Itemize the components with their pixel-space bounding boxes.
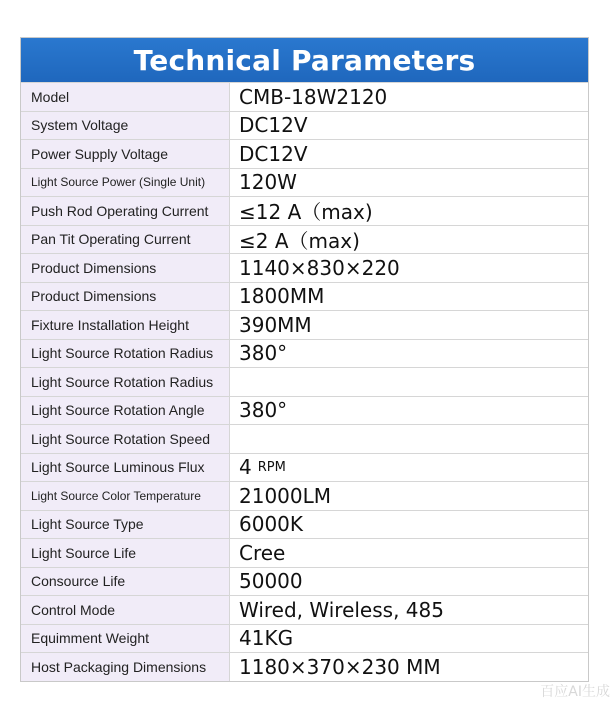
table-row <box>21 253 588 282</box>
parameter-value-text: Cree <box>239 540 286 565</box>
parameter-value <box>230 311 588 339</box>
parameter-unit: RPM <box>257 459 286 475</box>
table-row <box>21 538 588 567</box>
parameter-label: Light Source Rotation Speed <box>21 425 230 453</box>
parameter-value-text: 6000K <box>239 512 304 537</box>
table-row <box>21 367 588 396</box>
parameter-value-text: 21000LM <box>239 483 332 508</box>
parameter-value-text: 390MM <box>239 312 312 337</box>
table-row <box>21 310 588 339</box>
table-row <box>21 510 588 539</box>
parameter-value-text: 120W <box>239 170 297 195</box>
parameter-label: Light Source Life <box>21 539 230 567</box>
parameter-label: Light Source Rotation Angle <box>21 397 230 425</box>
parameter-value-text: DC12V <box>239 113 308 138</box>
parameter-value-text: 380° <box>239 398 288 423</box>
parameter-label: Pan Tit Operating Current <box>21 226 230 254</box>
parameter-label: Fixture Installation Height <box>21 311 230 339</box>
table-row <box>21 225 588 254</box>
parameter-label: Power Supply Voltage <box>21 140 230 168</box>
parameter-value <box>230 625 588 653</box>
parameter-value <box>230 368 588 396</box>
parameter-label: Push Rod Operating Current <box>21 197 230 225</box>
parameter-value-text: 1180×370×230 MM <box>239 654 441 679</box>
parameter-value-text: 380° <box>239 341 288 366</box>
table-row <box>21 624 588 653</box>
parameter-label: Control Mode <box>21 596 230 624</box>
table-row <box>21 424 588 453</box>
parameter-label: System Voltage <box>21 112 230 140</box>
parameter-label: Product Dimensions <box>21 283 230 311</box>
table-row <box>21 396 588 425</box>
parameter-value <box>230 653 588 681</box>
parameter-value-text: 4 <box>239 455 252 480</box>
parameter-label: Light Source Rotation Radius <box>21 368 230 396</box>
parameter-label: Equimment Weight <box>21 625 230 653</box>
parameter-label: Light Source Type <box>21 511 230 539</box>
table-row <box>21 111 588 140</box>
table-row <box>21 567 588 596</box>
parameter-value <box>230 283 588 311</box>
table-row <box>21 652 588 681</box>
parameter-label: Light Source Rotation Radius <box>21 340 230 368</box>
table-row <box>21 453 588 482</box>
parameter-value-text: ≤2 A（max) <box>239 228 360 253</box>
table-row <box>21 139 588 168</box>
parameter-value <box>230 511 588 539</box>
table-title: Technical Parameters <box>21 38 588 82</box>
parameter-value <box>230 226 588 254</box>
table-body <box>21 82 588 681</box>
parameter-label: Consource Life <box>21 568 230 596</box>
parameter-value <box>230 482 588 510</box>
table-row <box>21 82 588 111</box>
parameter-value <box>230 169 588 197</box>
table-row <box>21 339 588 368</box>
table-row <box>21 481 588 510</box>
parameter-value <box>230 340 588 368</box>
parameter-value <box>230 254 588 282</box>
parameter-value <box>230 539 588 567</box>
parameter-value <box>230 140 588 168</box>
technical-parameters-table <box>20 37 589 682</box>
parameter-label: Host Packaging Dimensions <box>21 653 230 681</box>
parameter-value-text: 1140×830×220 <box>239 255 400 280</box>
parameter-value-text: DC12V <box>239 141 308 166</box>
parameter-value-text: 41KG <box>239 626 294 651</box>
parameter-value <box>230 397 588 425</box>
parameter-value-text: Wired, Wireless, 485 <box>239 597 444 622</box>
parameter-value-text: CMB-18W2120 <box>239 84 388 109</box>
table-row <box>21 196 588 225</box>
parameter-label: Light Source Color Temperature <box>21 482 230 510</box>
parameter-value-text: 1800MM <box>239 284 325 309</box>
parameter-value <box>230 83 588 111</box>
parameter-value <box>230 454 588 482</box>
parameter-label: Product Dimensions <box>21 254 230 282</box>
table-row <box>21 168 588 197</box>
parameter-label: Model <box>21 83 230 111</box>
parameter-value <box>230 425 588 453</box>
table-row <box>21 282 588 311</box>
parameter-label: Light Source Power (Single Unit) <box>21 169 230 197</box>
parameter-label: Light Source Luminous Flux <box>21 454 230 482</box>
parameter-value <box>230 568 588 596</box>
parameter-value-text: ≤12 A（max) <box>239 200 373 225</box>
parameter-value <box>230 197 588 225</box>
table-row <box>21 595 588 624</box>
watermark: 百应AI生成 <box>540 684 610 700</box>
parameter-value-text: 50000 <box>239 569 303 594</box>
parameter-value <box>230 596 588 624</box>
parameter-value <box>230 112 588 140</box>
